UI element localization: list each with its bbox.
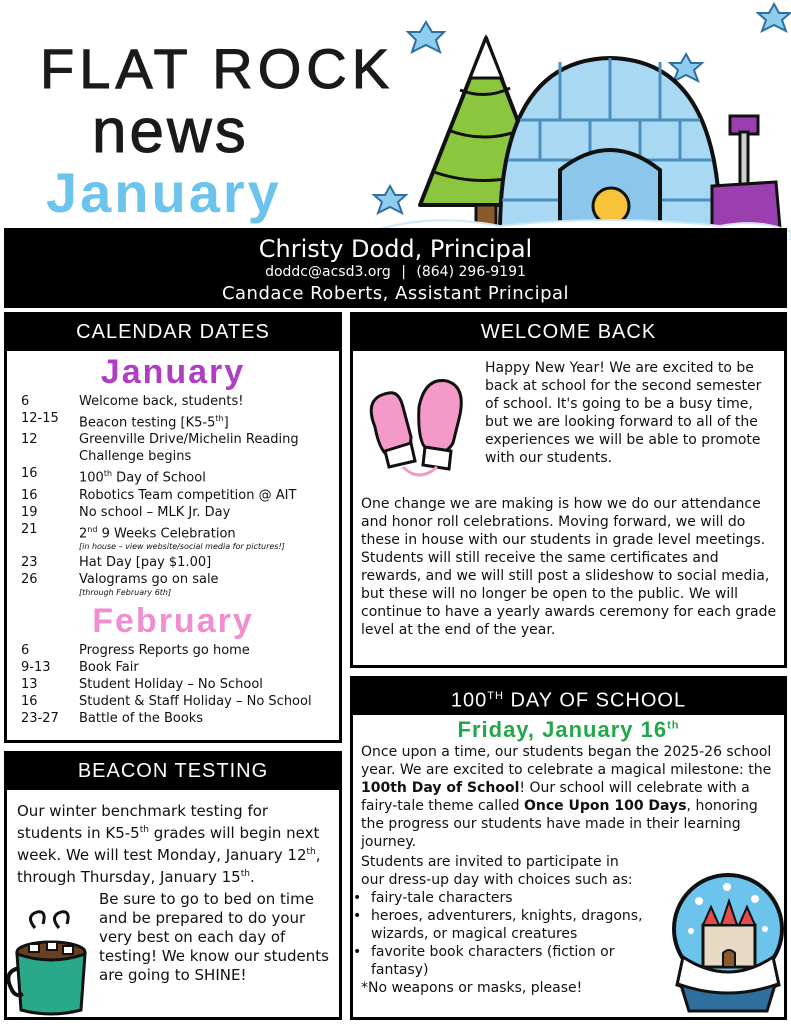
event-date: 23 xyxy=(21,554,38,570)
january-events-list xyxy=(7,393,339,600)
calendar-event-row xyxy=(21,571,339,600)
dress-up-choices-list xyxy=(353,889,663,979)
dress-up-choice: • favorite book characters (fiction or fantasy) xyxy=(353,944,615,978)
calendar-heading: CALENDAR DATES xyxy=(7,315,339,351)
assistant-principal-name: Candace Roberts, Assistant Principal xyxy=(221,283,570,304)
event-description: Book Fair xyxy=(79,659,139,675)
event-date: 12-15 xyxy=(21,411,59,426)
event-date: 6 xyxy=(21,394,30,409)
event-description: Progress Reports go home xyxy=(79,642,250,658)
calendar-event-row xyxy=(21,410,339,431)
hundredth-day-section xyxy=(350,676,787,1020)
beacon-paragraph-1: Our winter benchmark testing for students in K5-5th grades will begin next week. We will test Monday, January 12th, through Thursday, January 15th. xyxy=(17,802,321,886)
beacon-testing-section xyxy=(4,751,342,1020)
dress-up-choice: • fairy-tale characters xyxy=(353,890,513,906)
event-date: 6 xyxy=(21,642,30,658)
calendar-event-row xyxy=(21,676,339,693)
beacon-paragraph-2: Be sure to go to bed on time and be prepared to do your very best on each day of testing! We know our students are going to SHINE! xyxy=(99,890,329,984)
calendar-event-row xyxy=(21,393,339,410)
event-description: Student & Staff Holiday – No School xyxy=(79,693,312,709)
snow-globe-illustration xyxy=(669,867,787,1017)
principal-name: Christy Dodd, Principal xyxy=(258,235,533,263)
january-heading: January xyxy=(100,353,246,391)
event-description: Robotics Team competition @ AIT xyxy=(79,487,297,503)
mittens-illustration xyxy=(359,367,479,485)
february-events-list xyxy=(7,642,339,727)
igloo-illustration xyxy=(500,58,720,232)
event-description: Welcome back, students! xyxy=(79,394,244,409)
event-date: 9-13 xyxy=(21,659,51,675)
calendar-event-row xyxy=(21,465,339,486)
snowflake-icon xyxy=(670,54,702,81)
hundredth-day-paragraph-2: Students are invited to participate in our dress-up day with choices such as: xyxy=(361,854,633,888)
event-description: Beacon testing [K5-5th] xyxy=(79,414,229,431)
calendar-event-row xyxy=(21,710,339,727)
event-date: 26 xyxy=(21,571,38,587)
event-description: Student Holiday – No School xyxy=(79,676,263,692)
calendar-dates-section xyxy=(4,312,342,743)
snowflake-icon xyxy=(758,4,790,31)
event-date: 16 xyxy=(21,693,38,709)
calendar-event-row xyxy=(21,554,339,571)
event-date: 12 xyxy=(21,432,38,448)
calendar-event-row xyxy=(21,693,339,710)
february-heading: February xyxy=(92,601,254,640)
winter-illustration xyxy=(360,0,791,240)
calendar-event-row xyxy=(21,642,339,659)
welcome-body-text: One change we are making is how we do our attendance and honor roll celebrations. Moving forward, we will do these in house with our students in grade level meetings. Students will still receive the same certificates and rewards, and we will still post a slideshow to social media, but these will no longer be open to the public. We will continue to have a yearly awards ceremony for each grade level at the end of the year. xyxy=(361,496,777,638)
event-description: Hat Day [pay $1.00] xyxy=(79,554,212,570)
newsletter-month: January xyxy=(46,161,282,224)
event-date: 16 xyxy=(21,487,38,503)
event-date: 13 xyxy=(21,676,38,692)
contact-separator: | xyxy=(401,264,406,280)
hundredth-day-note: *No weapons or masks, please! xyxy=(361,980,583,996)
contact-line xyxy=(7,264,784,280)
cocoa-mug-illustration xyxy=(7,906,99,1020)
calendar-event-row xyxy=(21,659,339,676)
welcome-intro-text: Happy New Year! We are excited to be back at school for the second semester of school. It's going to be a busy time, but we are looking forward to all of the experiences we will be able to promote with our students. xyxy=(485,360,762,466)
event-date: 19 xyxy=(21,504,38,520)
event-description: 2nd 9 Weeks Celebration [in house – view website/social media for pictures!] xyxy=(79,521,339,554)
bullet-icon: • xyxy=(353,890,362,906)
snowflake-icon xyxy=(408,22,444,52)
event-date: 23-27 xyxy=(21,710,59,726)
event-description: Valograms go on sale [through February 6th] xyxy=(79,571,339,600)
hundredth-day-date: Friday, January 16th xyxy=(457,717,680,742)
bullet-icon: • xyxy=(353,944,362,960)
newsletter-title-line1: FLAT ROCK xyxy=(40,37,395,100)
principal-phone[interactable]: (864) 296-9191 xyxy=(416,264,526,280)
welcome-back-section xyxy=(350,312,787,668)
event-note: [through February 6th] xyxy=(79,587,172,597)
event-date: 21 xyxy=(21,521,38,537)
event-description: Battle of the Books xyxy=(79,710,204,726)
event-description: No school – MLK Jr. Day xyxy=(79,504,231,520)
newsletter-title-line2: news xyxy=(92,97,249,166)
welcome-heading: WELCOME BACK xyxy=(353,315,784,351)
dress-up-choice: • heroes, adventurers, knights, dragons, wizards, or magical creatures xyxy=(353,908,643,942)
calendar-event-row xyxy=(21,431,339,465)
header-contact-band xyxy=(4,228,787,308)
calendar-event-row xyxy=(21,521,339,554)
hundredth-day-heading: 100TH DAY OF SCHOOL xyxy=(353,679,784,715)
principal-email[interactable]: doddc@acsd3.org xyxy=(265,264,391,280)
event-description: Greenville Drive/Michelin Reading Challenge begins xyxy=(79,432,299,465)
calendar-event-row xyxy=(21,487,339,504)
bullet-icon: • xyxy=(353,908,362,924)
beacon-heading: BEACON TESTING xyxy=(7,754,339,790)
event-note: [in house – view website/social media for pictures!] xyxy=(79,541,285,551)
event-date: 16 xyxy=(21,466,38,482)
event-description: 100th Day of School xyxy=(79,469,206,486)
hundredth-day-paragraph-1: Once upon a time, our students began the 2025-26 school year. We are excited to celebrate a magical milestone: the 100th Day of School! Our school will celebrate with a fairy-tale theme called Once Upon 100 Days, honoring the progress our students have made in their learning journey. xyxy=(361,744,772,850)
shovel-illustration xyxy=(712,116,780,232)
snowflake-icon xyxy=(374,186,406,213)
calendar-event-row xyxy=(21,504,339,521)
